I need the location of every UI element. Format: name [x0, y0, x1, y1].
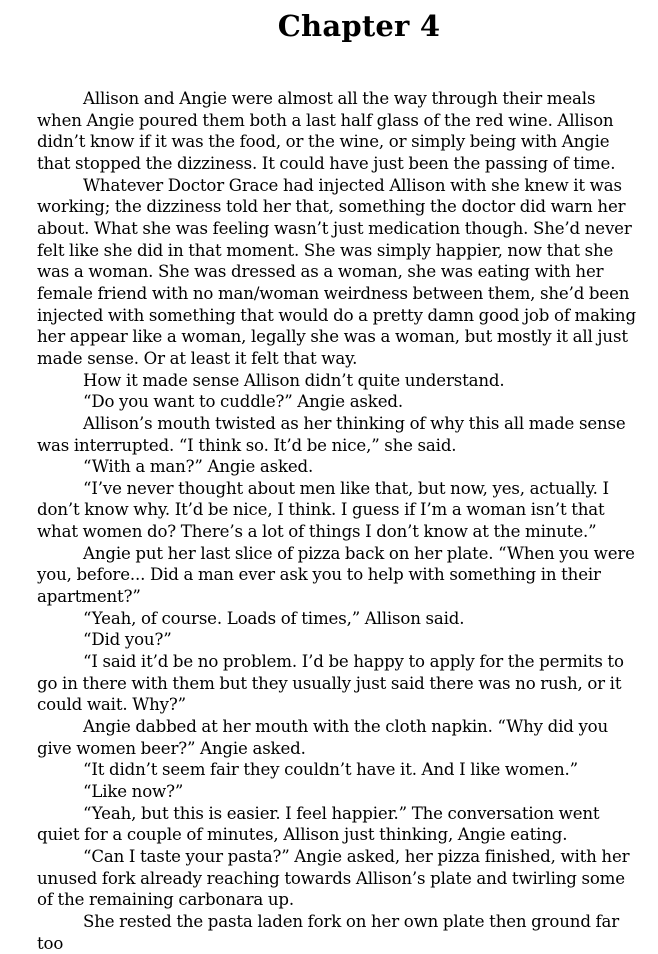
paragraph: Whatever Doctor Grace had injected Allison with she knew it was working; the dizziness told her that, something the doctor did warn her about. What she was feeling wasn’t just medication though. She’d never felt like she did in that moment. She was simply happier, now that she was a woman. She was dressed as a woman, she was eating with her female friend with no man/woman weirdness between them, she’d been injected with something that would do a pretty damn good job of making her appear like a woman, legally she was a woman, but mostly it all just made sense. Or at least it felt that way.	[37, 175, 636, 368]
paragraph: “Yeah, of course. Loads of times,” Allison said.	[83, 608, 465, 628]
paragraph: “I’ve never thought about men like that, but now, yes, actually. I don’t know why. It’d be nice, I think. I guess if I’m a woman isn’t that what women do? There’s a lot of things I don’t know at the minute.”	[37, 478, 609, 542]
paragraph: “Can I taste your pasta?” Angie asked, her pizza finished, with her unused fork already reaching towards Allison’s plate and twirling some of the remaining carbonara up.	[37, 846, 630, 910]
paragraph: Angie put her last slice of pizza back on her plate. “When you were you, before... Did a man ever ask you to help with something in their apartment?”	[37, 543, 635, 607]
chapter-body	[37, 88, 636, 954]
paragraph: “With a man?” Angie asked.	[83, 457, 314, 477]
paragraph: “Like now?”	[83, 782, 184, 801]
paragraph: “It didn’t seem fair they couldn’t have it. And I like women.”	[83, 760, 579, 780]
paragraph: “I said it’d be no problem. I’d be happy to apply for the permits to go in there with them but they usually just said there was no rush, or it could wait. Why?”	[37, 652, 624, 715]
paragraph: She rested the pasta laden fork on her own plate then ground far too	[37, 911, 620, 953]
paragraph: Angie dabbed at her mouth with the cloth napkin. “Why did you give women beer?” Angie asked.	[37, 717, 609, 758]
paragraph: “Yeah, but this is easier. I feel happier.” The conversation went quiet for a couple of minutes, Allison just thinking, Angie eating.	[37, 803, 600, 845]
paragraph: How it made sense Allison didn’t quite understand.	[83, 370, 505, 390]
paragraph: Allison’s mouth twisted as her thinking of why this all made sense was interrupted. “I think so. It’d be nice,” she said.	[37, 413, 626, 455]
chapter-title: Chapter 4	[277, 9, 441, 43]
paragraph: Allison and Angie were almost all the way through their meals when Angie poured them both a last half glass of the red wine. Allison didn’t know if it was the food, or the wine, or simply being with Angie that stopped the dizziness. It could have just been the passing of time.	[37, 89, 616, 173]
paragraph: “Do you want to cuddle?” Angie asked.	[83, 392, 403, 412]
paragraph: “Did you?”	[83, 630, 172, 650]
